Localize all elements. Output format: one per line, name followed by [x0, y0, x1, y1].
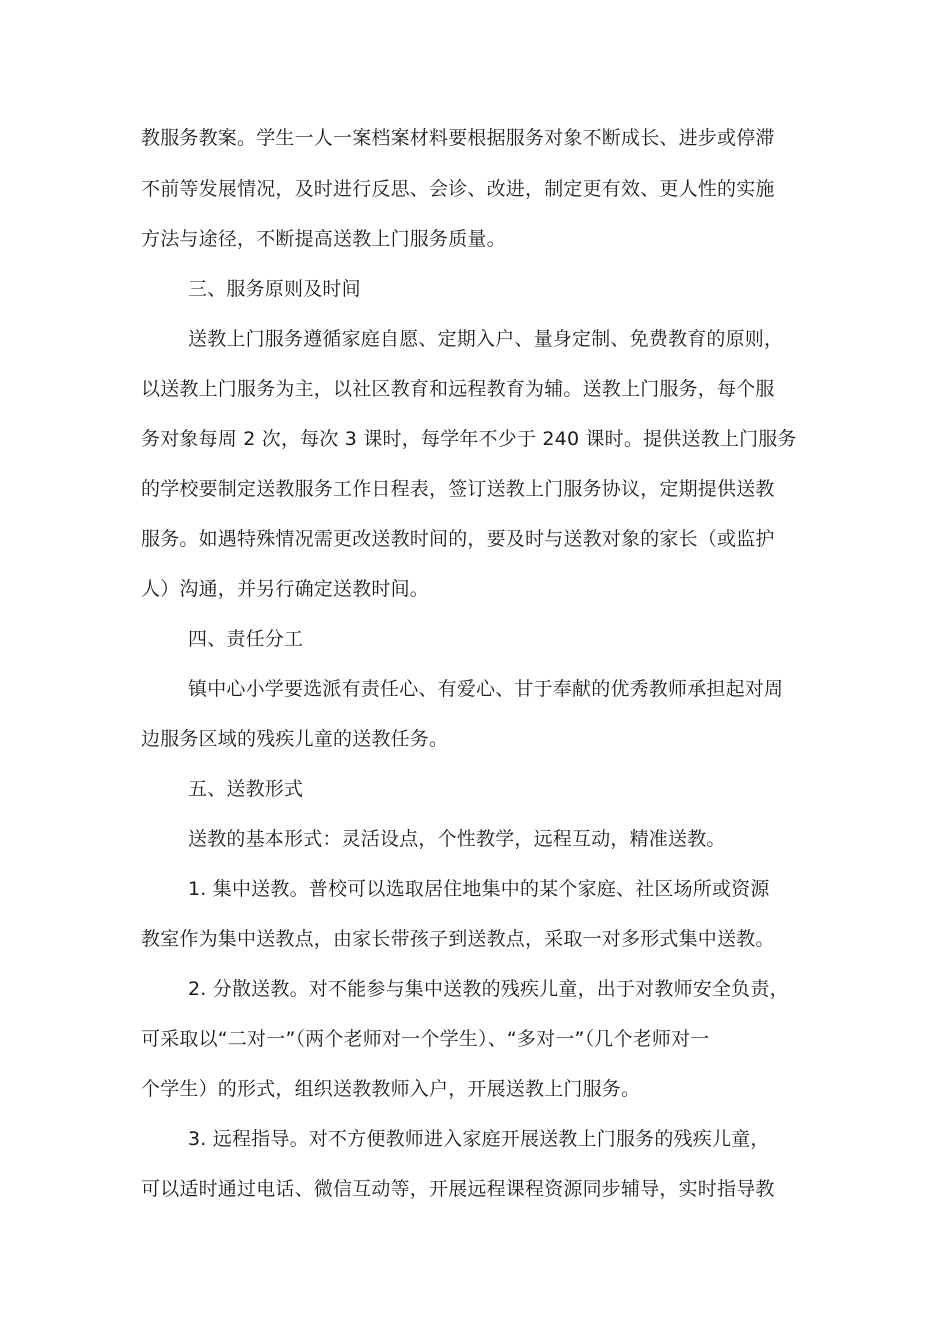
text-line: 送教的基本形式：灵活设点，个性教学，远程互动，精准送教。: [188, 828, 726, 850]
text-line: 边服务区域的残疾儿童的送教任务。: [141, 728, 449, 750]
text-line: 以送教上门服务为主，以社区教育和远程教育为辅。送教上门服务，每个服: [141, 378, 775, 400]
text-line: 镇中心小学要选派有责任心、有爱心、甘于奉献的优秀教师承担起对周: [188, 678, 784, 700]
list-item-line: 3. 远程指导。对不方便教师进入家庭开展送教上门服务的残疾儿童，: [188, 1128, 770, 1150]
text-line: 不前等发展情况，及时进行反思、会诊、改进，制定更有效、更人性的实施: [141, 178, 775, 200]
text-line: 教服务教案。学生一人一案档案材料要根据服务对象不断成长、进步或停滞: [141, 127, 775, 149]
text-line: 个学生）的形式，组织送教教师入户，开展送教上门服务。: [141, 1078, 641, 1100]
text-line: 务对象每周 2 次，每次 3 课时，每学年不少于 240 课时。提供送教上门服务: [141, 428, 797, 450]
list-item-line: 1. 集中送教。普校可以选取居住地集中的某个家庭、社区场所或资源: [188, 878, 770, 900]
section-heading: 五、送教形式: [188, 778, 304, 800]
text-line: 可采取以“二对一”（两个老师对一个学生）、“多对一”（几个老师对一: [141, 1028, 710, 1050]
section-heading: 四、责任分工: [188, 628, 304, 650]
text-line: 教室作为集中送教点，由家长带孩子到送教点，采取一对多形式集中送教。: [141, 928, 775, 950]
text-line: 服务。如遇特殊情况需更改送教时间的，要及时与送教对象的家长（或监护: [141, 528, 775, 550]
list-item-line: 2. 分散送教。对不能参与集中送教的残疾儿童，出于对教师安全负责，: [188, 978, 789, 1000]
text-line: 的学校要制定送教服务工作日程表，签订送教上门服务协议，定期提供送教: [141, 478, 775, 500]
text-line: 人）沟通，并另行确定送教时间。: [141, 578, 430, 600]
text-line: 可以适时通过电话、微信互动等，开展远程课程资源同步辅导，实时指导教: [141, 1178, 775, 1200]
section-heading: 三、服务原则及时间: [188, 278, 361, 300]
text-line: 方法与途径，不断提高送教上门服务质量。: [141, 228, 506, 250]
text-line: 送教上门服务遵循家庭自愿、定期入户、量身定制、免费教育的原则，: [188, 328, 784, 350]
